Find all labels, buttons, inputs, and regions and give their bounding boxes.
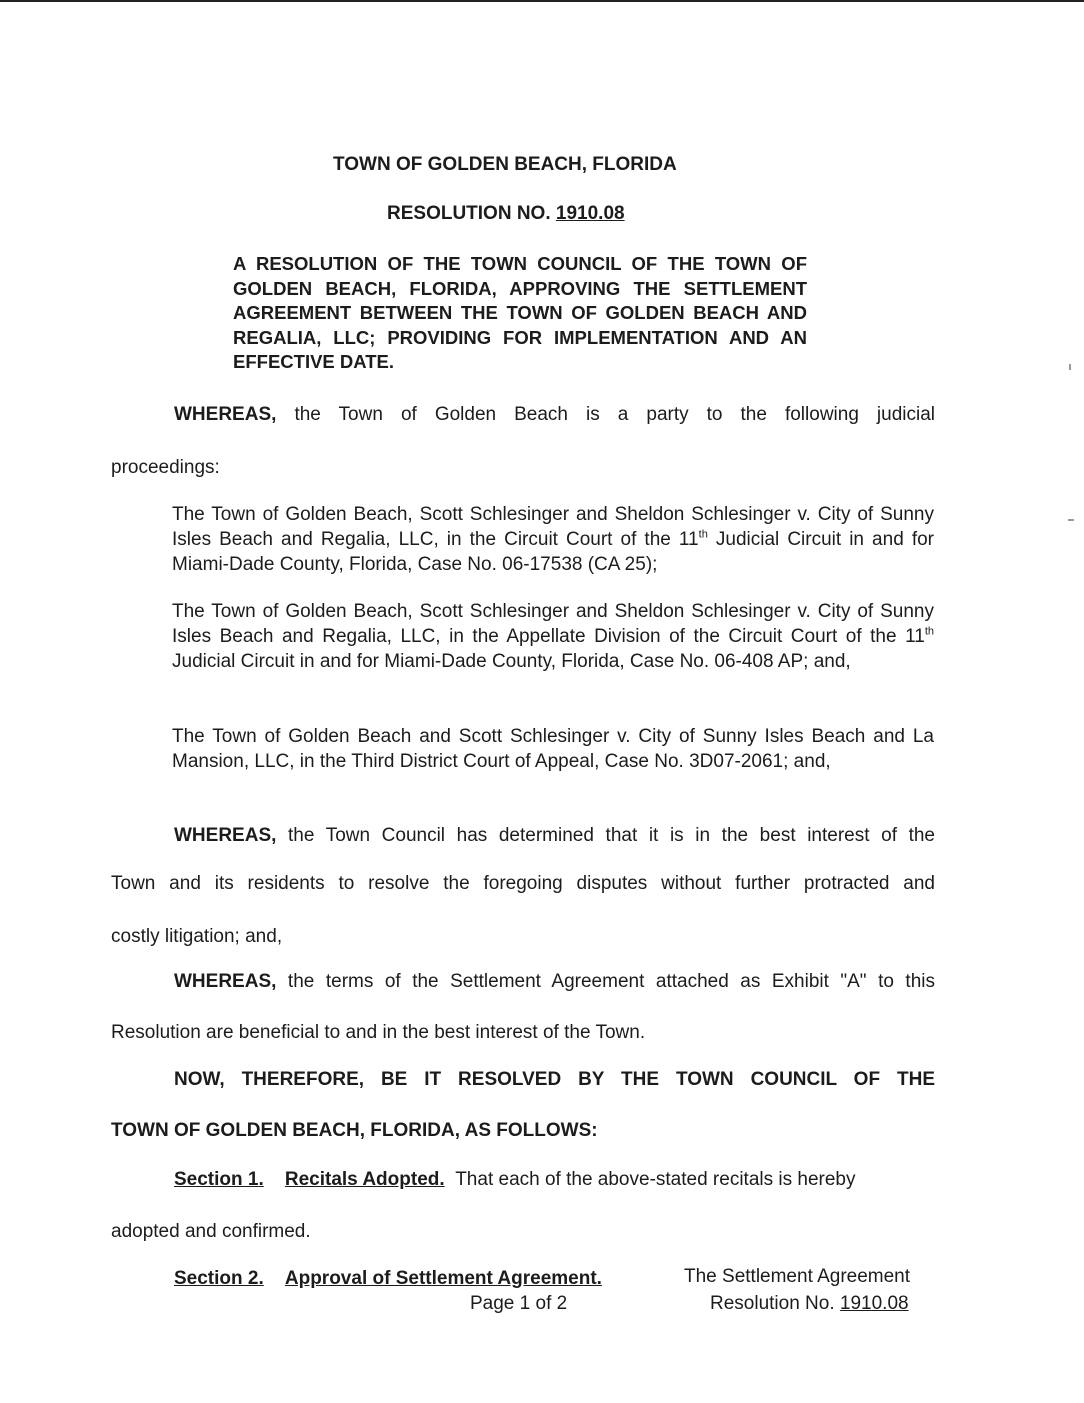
whereas-3-line-2: Resolution are beneficial to and in the best interest of the Town. <box>111 1022 646 1043</box>
page-top-edge <box>0 0 1084 2</box>
section-2-text: The Settlement Agreement <box>684 1266 911 1287</box>
footer-page-number: Page 1 of 2 <box>470 1293 568 1314</box>
whereas-2-line-1: WHEREAS, the Town Council has determined that it is in the best interest of the <box>174 825 935 846</box>
section-1-heading: Recitals Adopted. <box>284 1169 445 1190</box>
whereas-3-line-1: WHEREAS, the terms of the Settlement Agreement attached as Exhibit "A" to this <box>174 971 935 992</box>
whereas-2-line-3: costly litigation; and, <box>111 926 283 947</box>
scan-mark <box>1069 364 1071 370</box>
section-2-line-1 <box>174 1266 602 1291</box>
resolved-clause-line-2: TOWN OF GOLDEN BEACH, FLORIDA, AS FOLLOWS: <box>111 1120 598 1141</box>
section-1-line-1: Section 1. Recitals Adopted. That each of the above-stated recitals is hereby <box>174 1169 856 1190</box>
whereas-keyword: WHEREAS, <box>174 825 277 846</box>
footer-resolution: Resolution No. 1910.08 <box>710 1293 909 1314</box>
whereas-2-line-2: Town and its residents to resolve the foregoing disputes without further protracted and <box>111 873 935 894</box>
case-3: The Town of Golden Beach and Scott Schlesinger v. City of Sunny Isles Beach and La Mansion, LLC, in the Third District Court of Appeal, Case No. 3D07-2061; and, <box>172 726 934 772</box>
whereas-1-line-1: WHEREAS, the Town of Golden Beach is a party to the following judicial <box>174 404 936 425</box>
town-heading: TOWN OF GOLDEN BEACH, FLORIDA <box>333 154 677 175</box>
resolution-number: 1910.08 <box>555 203 625 224</box>
whereas-1-line-2: proceedings: <box>111 457 220 478</box>
resolution-label: RESOLUTION NO. <box>387 203 551 224</box>
whereas-keyword: WHEREAS, <box>174 971 277 992</box>
resolved-clause-line-1: NOW, THEREFORE, BE IT RESOLVED BY THE TOWN COUNCIL OF THE <box>174 1069 935 1090</box>
case-2: The Town of Golden Beach, Scott Schlesinger and Sheldon Schlesinger v. City of Sunny Isles Beach and Regalia, LLC, in the Appellate Division of the Circuit Court of the 11th Judicial Circuit in and for Miami-Dade County, Florida, Case No. 06-408 AP; and, <box>172 601 934 672</box>
scan-mark <box>1068 519 1074 521</box>
whereas-keyword: WHEREAS, <box>174 404 277 425</box>
resolution-title: A RESOLUTION OF THE TOWN COUNCIL OF THE TOWN OF GOLDEN BEACH, FLORIDA, APPROVING THE SETTLEMENT AGREEMENT BETWEEN THE TOWN OF GOLDEN BEACH AND REGALIA, LLC; PROVIDING FOR IMPLEMENTATION AND AN EFFECTIVE DATE. <box>233 253 807 372</box>
section-1-label: Section 1. <box>174 1169 264 1190</box>
case-1: The Town of Golden Beach, Scott Schlesinger and Sheldon Schlesinger v. City of Sunny Isles Beach and Regalia, LLC, in the Circuit Court of the 11th Judicial Circuit in and for Miami-Dade County, Florida, Case No. 06-17538 (CA 25); <box>172 504 934 575</box>
resolution-number-heading <box>387 201 625 226</box>
section-2-heading: Approval of Settlement Agreement. <box>284 1268 602 1289</box>
section-1-line-2: adopted and confirmed. <box>111 1221 311 1242</box>
section-2-label: Section 2. <box>174 1268 264 1289</box>
